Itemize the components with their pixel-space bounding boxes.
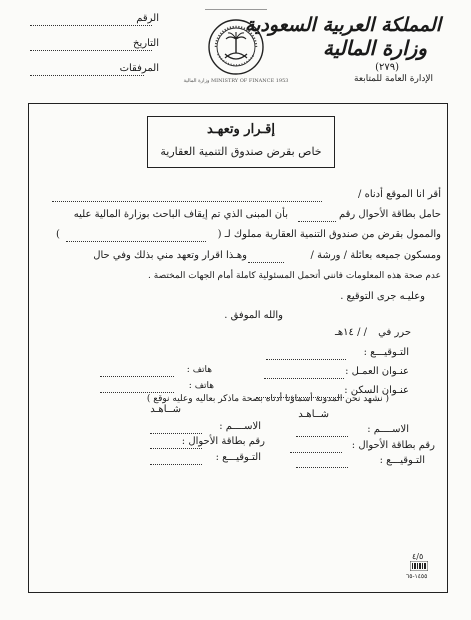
field-number-label: الرقم	[136, 13, 159, 24]
witness1-id-field[interactable]	[290, 452, 342, 453]
title-line1: إقـرار وتعهـد	[206, 122, 275, 137]
title-line2: خاص بقرض صندوق التنمية العقارية	[160, 145, 322, 158]
witness2-sign-label: التـوقيـــع :	[215, 452, 261, 463]
witness2-name-label: الاســــم :	[219, 421, 261, 432]
signature-label: التـوقيـــع :	[363, 347, 409, 358]
signature-field[interactable]	[266, 359, 346, 360]
date-value[interactable]: / / ١٤هـ	[334, 327, 367, 338]
witness1-heading: شــاهـد	[298, 409, 329, 420]
home-address-label: عنـوان السكن :	[344, 385, 409, 396]
field-date-line[interactable]	[30, 50, 152, 51]
body-line3-b: )	[56, 229, 60, 240]
body-line1: أقر انا الموقع أدناه /	[358, 189, 441, 200]
work-address-field[interactable]	[264, 378, 344, 379]
home-phone-field[interactable]	[100, 392, 174, 393]
family-workshop-field[interactable]	[248, 262, 284, 263]
barcode-icon	[410, 561, 428, 571]
form-number: (٢٧٩)	[375, 62, 399, 73]
witness-statement: ( نشهد نحن المدونة أسماؤنا أدناه بصحة ماذكر بعاليه وعليه نوقع )	[146, 394, 389, 404]
work-phone-field[interactable]	[100, 376, 174, 377]
work-phone-label: هاتف :	[186, 365, 212, 375]
witness2-sign-field[interactable]	[150, 464, 202, 465]
witness1-sign-field[interactable]	[296, 467, 348, 468]
kingdom-name: المملكة العربية السعودية	[244, 14, 441, 36]
witness2-id-field[interactable]	[150, 448, 202, 449]
witness1-name-field[interactable]	[296, 436, 348, 437]
id-card-number-field[interactable]	[298, 221, 336, 222]
witness1-name-label: الاســــم :	[367, 424, 409, 435]
body-line3-a: والممول بقرض من صندوق التنمية العقارية مملوك لـ (	[217, 229, 441, 240]
field-attachments-label: المرفقات	[119, 63, 159, 74]
declarant-name-field[interactable]	[52, 201, 322, 202]
body-line4-a: ومسكون جميعه بعائلة / ورشة /	[310, 250, 441, 261]
witness1-id-label: رقم بطاقة الأحوال :	[351, 440, 435, 451]
department-name: الإدارة العامة للمتابعة	[354, 74, 433, 84]
seal-inscription: وزارة المالية MINISTRY OF FINANCE 1953	[183, 78, 289, 84]
work-address-label: عنـوان العمـل :	[345, 366, 409, 377]
ministry-seal-icon	[207, 18, 265, 76]
witness2-id-label: رقم بطاقة الأحوال :	[181, 436, 265, 447]
owner-name-field[interactable]	[66, 241, 206, 242]
footer-code: ٤/٥	[412, 552, 424, 561]
body-line6: وعليـه جرى التوقيع .	[340, 291, 425, 302]
witness2-name-field[interactable]	[150, 433, 202, 434]
body-line5: عدم صحة هذه المعلومات فانني أتحمل المسئولية كاملة أمام الجهات المختصة .	[148, 271, 441, 281]
date-label: حرر في	[378, 327, 411, 338]
footer-subcode: ١٤٥٥-٦٥	[406, 573, 428, 580]
field-number-line[interactable]	[30, 25, 152, 26]
header-small-text	[205, 4, 267, 10]
witness1-sign-label: التـوقيـــع :	[379, 455, 425, 466]
home-phone-label: هاتف :	[188, 381, 214, 391]
field-attachments-line[interactable]	[30, 75, 144, 76]
body-line4-b: وهـذا اقرار وتعهد مني بذلك وفي حال	[93, 250, 247, 261]
closing-text: والله الموفق .	[224, 310, 283, 321]
body-line2-b: بأن المبنى الذي تم إيقاف الباحث بوزارة المالية عليه	[73, 209, 288, 220]
ministry-name: وزارة المالية	[322, 36, 427, 60]
field-date-label: التاريخ	[133, 38, 159, 49]
witness2-heading: شــاهـد	[150, 404, 181, 415]
body-line2-a: حامل بطاقة الأحوال رقم	[338, 209, 441, 220]
